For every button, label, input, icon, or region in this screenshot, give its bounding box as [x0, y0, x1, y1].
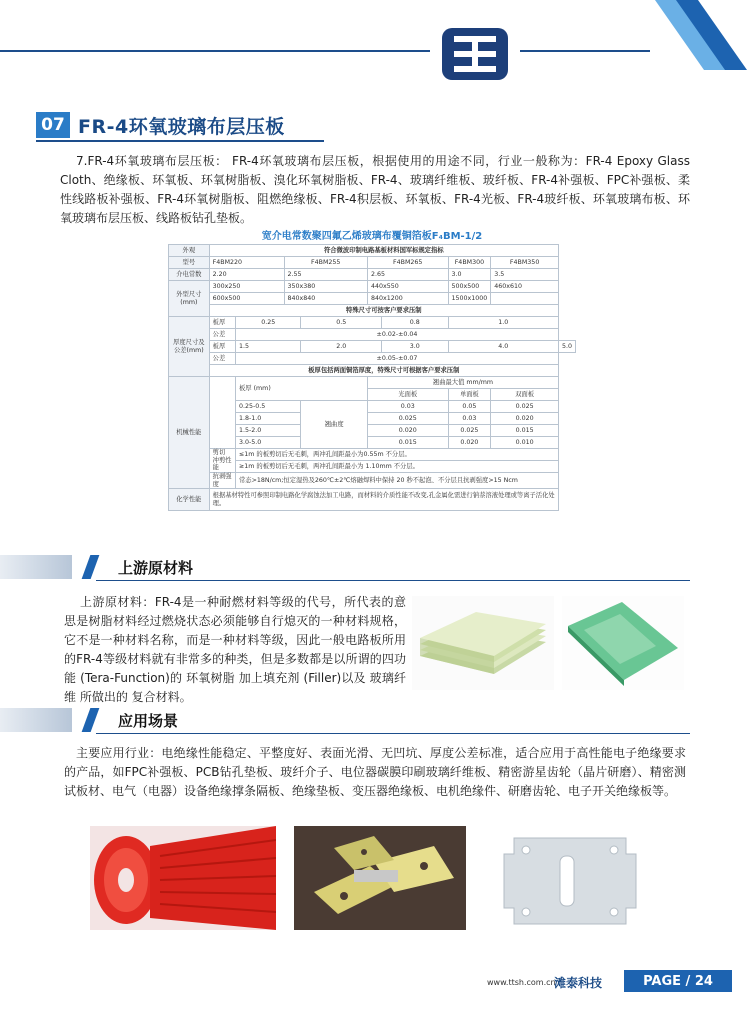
table-cell: 板厚 [209, 341, 235, 353]
table-cell: 5.0 [558, 341, 575, 353]
table-header-cell: 板厚 (mm) [236, 377, 368, 401]
table-cell: 440x550 [367, 281, 448, 293]
table-cell: 0.03 [448, 413, 491, 425]
table-cell: 0.05 [448, 401, 491, 413]
table-title: 宽介电常数聚四氟乙烯玻璃布覆铜箔板F₄BM-1/2 [261, 231, 483, 242]
table-cell: 300x250 [209, 281, 284, 293]
table-cell: 0.015 [491, 425, 559, 437]
table-cell: F4BM300 [448, 257, 491, 269]
row-label: 型号 [169, 257, 210, 269]
table-cell: 翘曲度 [301, 401, 368, 449]
upstream-title: 上游原材料 [118, 559, 194, 577]
application-header [0, 708, 690, 734]
table-row [169, 269, 576, 281]
table-cell: 0.25 [236, 317, 301, 329]
table-row [169, 245, 576, 257]
table-cell: 460x610 [491, 281, 559, 293]
company-logo [440, 26, 510, 82]
table-cell: 1500x1000 [448, 293, 491, 305]
table-cell: F4BM350 [491, 257, 559, 269]
table-cell [209, 377, 235, 449]
table-cell: 3.0 [382, 341, 448, 353]
header-gradient [0, 555, 72, 579]
table-cell: 0.015 [367, 437, 448, 449]
table-cell: 1.8-1.0 [236, 413, 301, 425]
application-text: 主要应用行业：电绝缘性能稳定、平整度好、表面光滑、无凹坑、厚度公差标准，适合应用于高性能电子绝缘要求的产品，如FPC补强板、PCB钻孔垫板、玻纤介子、电位器碳膜印刷玻璃纤维板、精密游星齿轮（晶片研磨）、精密测试板材、电气（电器）设备绝缘撑条隔板、绝缘垫板、变压器绝缘板、电机绝缘件、研磨齿轮、电子开关绝缘板等。 [64, 746, 686, 798]
table-cell: 剪切 冲剪性能 [209, 449, 235, 473]
application-title: 应用场景 [118, 712, 179, 730]
table-cell: F4BM265 [367, 257, 448, 269]
table-cell: 0.020 [367, 425, 448, 437]
header-rule [96, 733, 690, 734]
table-cell: 840x840 [284, 293, 367, 305]
table-row [169, 293, 576, 305]
table-cell: 2.20 [209, 269, 284, 281]
table-header-cell: 翘曲最大值 mm/mm [367, 377, 558, 389]
section-intro: 7.FR-4环氧玻璃布层压板： FR-4环氧玻璃布层压板，根据使用的用途不同，行业一般称为：FR-4 Epoxy Glass Cloth、绝缘板、环氧板、环氧树脂板、溴化环氧树脂板、FR-4、玻璃纤维板、玻纤板、FR-4补强板、FPC补强板、柔性线路板补强板、FR-4环氧树脂板、阻燃绝缘板、FR-4积层板、环氧板、FR-4光板、FR-4玻纤板、环氧玻璃布板、环氧玻璃布层压板、线路板钻孔垫板。 [60, 154, 690, 225]
table-cell: 0.020 [491, 413, 559, 425]
table-row [169, 489, 576, 511]
row-label: 化学性能 [169, 489, 210, 511]
row-label: 外型尺寸(mm) [169, 281, 210, 317]
table-row [169, 449, 576, 461]
table-cell: 2.0 [301, 341, 382, 353]
header-line-right [520, 50, 650, 52]
section-number: 07 [36, 112, 70, 138]
row-label: 厚度尺寸及公差(mm) [169, 317, 210, 377]
table-cell: 4.0 [448, 341, 558, 353]
upstream-header [0, 555, 690, 581]
table-cell: 3.0 [448, 269, 491, 281]
footer-brand: 滩泰科技 [554, 976, 603, 990]
table-cell: 2.65 [367, 269, 448, 281]
table-cell: 1.5-2.0 [236, 425, 301, 437]
table-cell: 公差 [209, 329, 235, 341]
table-cell: ±0.02-±0.04 [236, 329, 559, 341]
table-cell: F4BM255 [284, 257, 367, 269]
table-cell: 0.8 [382, 317, 448, 329]
table-cell: 3.5 [491, 269, 559, 281]
table-cell: 3.0-5.0 [236, 437, 301, 449]
upstream-text: 上游原材料：FR-4是一种耐燃材料等级的代号，所代表的意思是树脂材料经过燃烧状态必须能够自行熄灭的一种材料规格，它不是一种材料名称，而是一种材料等级，因此一般电路板所用的FR-4等级材料就有非常多的种类，但是多数都是以所谓的四功能 (Tera-Function)的 环氧树脂 加上填充剂 (Filler)以及 玻璃纤维 所做出的 复合材料。 [64, 595, 406, 704]
table-row [169, 341, 576, 353]
header-accent [82, 555, 100, 579]
table-row [169, 281, 576, 293]
table-row [169, 329, 576, 341]
fr4-sheet-stack-image [412, 596, 554, 690]
header-gradient [0, 708, 72, 732]
row-label: 介电常数 [169, 269, 210, 281]
table-cell: 0.025 [491, 401, 559, 413]
red-rubber-rolls-image [90, 826, 276, 930]
table-cell: ≥1m 的板剪切后无毛刺，两冲孔间距最小为 1.10mm 不分层。 [236, 461, 559, 473]
table-cell [491, 293, 559, 305]
table-note: 板厚包括两面铜箔厚度，特殊尺寸可根据客户要求压制 [209, 365, 558, 377]
table-header-cell: 单面板 [448, 389, 491, 401]
fr4-green-board-image [562, 596, 684, 690]
table-cell: 350x380 [284, 281, 367, 293]
section-underline [36, 140, 324, 142]
table-cell: 0.25-0.5 [236, 401, 301, 413]
table-cell: F4BM220 [209, 257, 284, 269]
spec-table [168, 244, 576, 511]
header-accent [82, 708, 100, 732]
section-title: FR-4环氧玻璃布层压板 [78, 116, 285, 138]
table-header-cell: 双面板 [491, 389, 559, 401]
table-cell: ±0.05-±0.07 [236, 353, 559, 365]
table-row [169, 257, 576, 269]
table-cell: 0.025 [448, 425, 491, 437]
row-label: 外观 [169, 245, 210, 257]
table-note: 特殊尺寸可按客户要求压制 [209, 305, 558, 317]
row-label: 机械性能 [169, 377, 210, 489]
table-row [169, 317, 576, 329]
table-cell: 0.5 [301, 317, 382, 329]
table-cell: 1.5 [236, 341, 301, 353]
table-cell: 1.0 [448, 317, 558, 329]
footer-url: www.ttsh.com.cn [487, 978, 556, 987]
table-cell: 0.025 [367, 413, 448, 425]
table-cell: 600x500 [209, 293, 284, 305]
table-cell: 根据基材特性可参照印制电路化学腐蚀法加工电路，而材料的介质性能不改变,孔金属化需进行钠萘溶液处理或等离子活化处理。 [209, 489, 558, 511]
table-row [169, 305, 576, 317]
table-cell: 0.03 [367, 401, 448, 413]
table-row [169, 353, 576, 365]
table-cell: 0.020 [448, 437, 491, 449]
table-cell: 抗剥强度 [209, 473, 235, 489]
table-row [169, 365, 576, 377]
header-rule [96, 580, 690, 581]
table-cell: 500x500 [448, 281, 491, 293]
table-header-cell: 光面板 [367, 389, 448, 401]
table-cell: 2.55 [284, 269, 367, 281]
insulation-plate-image [496, 826, 644, 936]
table-cell: ≤1m 的板剪切后无毛刺，两冲孔间距最小为0.55m 不分层。 [236, 449, 559, 461]
table-row [169, 377, 576, 389]
table-cell: 840x1200 [367, 293, 448, 305]
header-line-left [0, 50, 430, 52]
table-cell: 符合微波印制电路基板材料国军标规定指标 [209, 245, 558, 257]
table-cell: 常态>18N/cm;恒定湿热及260℃±2℃熔融焊料中保持 20 秒不起泡、不分层且抗剥强度>15 Ncm [236, 473, 559, 489]
table-cell: 公差 [209, 353, 235, 365]
fr4-hinge-parts-image [294, 826, 466, 930]
table-cell: 0.010 [491, 437, 559, 449]
table-row [169, 473, 576, 489]
table-cell: 板厚 [209, 317, 235, 329]
page-number: PAGE / 24 [624, 970, 732, 992]
